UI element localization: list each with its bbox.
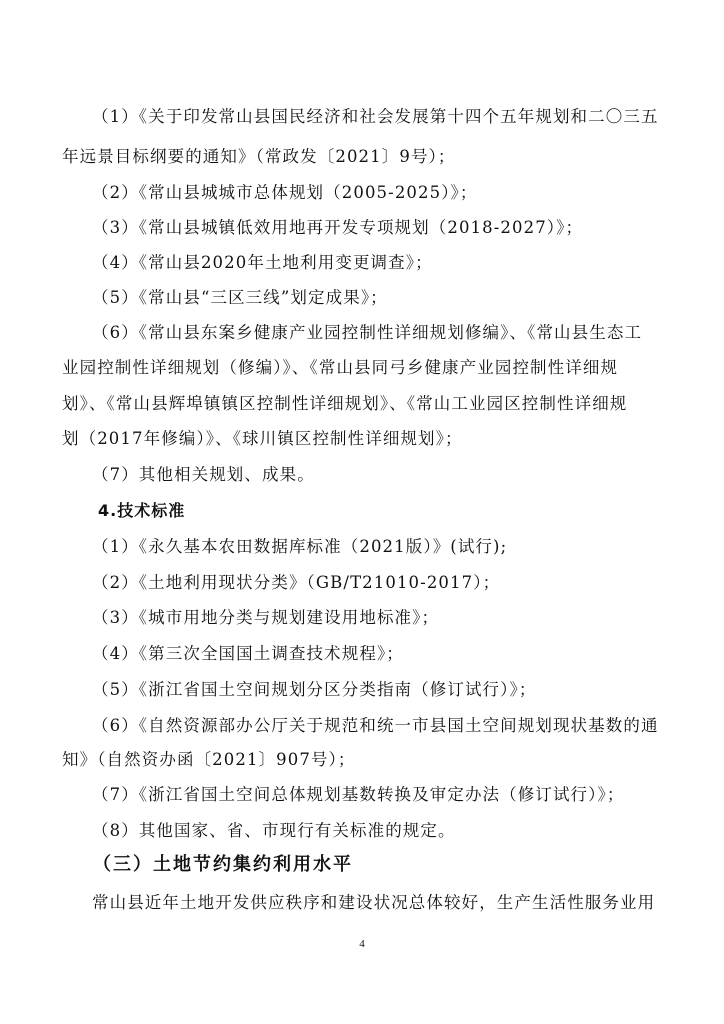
standard-item-6-cont: 知》（自然资办函〔2021〕907号）； [62, 750, 356, 769]
ref-item-6-cont-1: 业园控制性详细规划（修编）》、《常山县同弓乡健康产业园控制性详细规 [62, 358, 619, 377]
ref-item-4: （4）《常山县2020年土地利用变更调查》； [92, 253, 433, 272]
standard-item-4: （4）《第三次全国国土调查技术规程》； [92, 644, 404, 663]
standard-item-5: （5）《浙江省国土空间规划分区分类指南（修订试行）》； [92, 680, 537, 699]
ref-item-6-cont-3: 划（2017年修编）》、《球川镇区控制性详细规划》； [62, 429, 463, 448]
section-heading-land-use-level: （三）土地节约集约利用水平 [93, 854, 353, 875]
standard-item-7: （7）《浙江省国土空间总体规划基数转换及审定办法（修订试行）》； [92, 785, 625, 804]
ref-item-3: （3）《常山县城镇低效用地再开发专项规划（2018-2027）》； [92, 218, 584, 237]
ref-item-2: （2）《常山县城城市总体规划（2005-2025）》； [92, 183, 478, 202]
standard-item-3: （3）《城市用地分类与规划建设用地标准》； [92, 608, 440, 627]
standard-item-1: （1）《永久基本农田数据库标准（2021版）》(试行); [92, 537, 508, 556]
ref-item-6: （6）《常山县东案乡健康产业园控制性详细规划修编》、《常山县生态工 [92, 323, 643, 342]
standard-item-8: （8）其他国家、省、市现行有关标准的规定。 [92, 821, 456, 840]
ref-item-5: （5）《常山县“三区三线”划定成果》； [92, 288, 388, 307]
ref-item-1: （1）《关于印发常山县国民经济和社会发展第十四个五年规划和二〇三五 [92, 107, 659, 126]
body-paragraph-start: 常山县近年土地开发供应秩序和建设状况总体较好，生产生活性服务业用 [92, 893, 656, 912]
ref-item-1-cont: 年远景目标纲要的通知》（常政发〔2021〕9号）； [62, 147, 456, 166]
standard-item-6: （6）《自然资源部办公厅关于规范和统一市县国土空间规划现状基数的通 [92, 716, 659, 735]
ref-item-6-cont-2: 划》、《常山县辉埠镇镇区控制性详细规划》、《常山工业园区控制性详细规 [62, 394, 628, 413]
ref-item-7: （7）其他相关规划、成果。 [92, 465, 315, 484]
page-number: 4 [359, 938, 365, 950]
standard-item-2: （2）《土地利用现状分类》（GB/T21010-2017）； [92, 573, 501, 592]
section-heading-technical-standards: 4.技术标准 [98, 501, 186, 520]
